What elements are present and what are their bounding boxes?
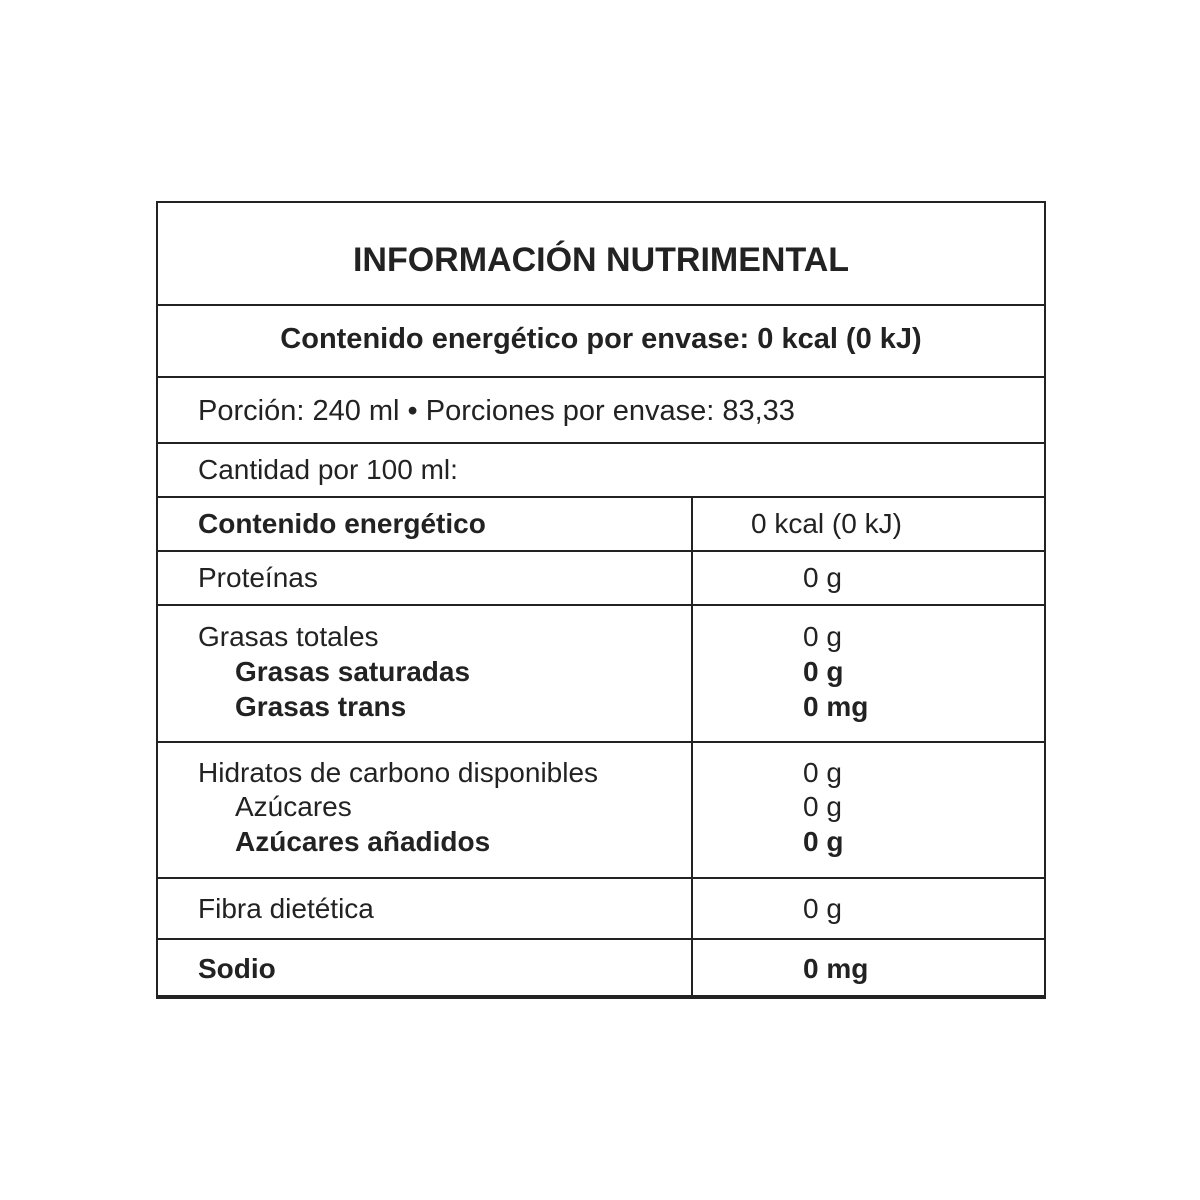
row-label: Azúcares añadidos — [235, 826, 491, 857]
row-label: Hidratos de carbono disponibles — [198, 757, 599, 788]
row-label: Grasas trans — [235, 691, 407, 722]
row-value: 0 kcal (0 kJ) — [751, 508, 902, 539]
table-row — [158, 879, 1044, 940]
row-value: 0 mg — [803, 691, 869, 722]
row-label: Azúcares — [235, 791, 352, 822]
row-value: 0 g — [803, 562, 842, 593]
row-value: 0 g — [803, 757, 842, 788]
title-row — [158, 203, 1044, 306]
portion-row — [158, 378, 1044, 444]
table-row — [158, 606, 1044, 743]
row-label: Fibra dietética — [198, 893, 374, 924]
row-value: 0 mg — [803, 953, 869, 984]
row-value: 0 g — [803, 893, 842, 924]
table-row — [158, 940, 1044, 997]
column-divider — [691, 497, 693, 997]
quantity-per: Cantidad por 100 ml: — [198, 454, 458, 485]
table-row — [158, 552, 1044, 606]
nutrition-table — [156, 201, 1046, 999]
row-value: 0 g — [803, 826, 844, 857]
table-row — [158, 743, 1044, 879]
row-value: 0 g — [803, 621, 842, 652]
row-value: 0 g — [803, 656, 844, 687]
portion-text: Porción: 240 ml • Porciones por envase: 83,33 — [198, 395, 795, 427]
row-label: Proteínas — [198, 562, 318, 593]
quantity-row — [158, 444, 1044, 498]
energy-package-row — [158, 306, 1044, 378]
row-value: 0 g — [803, 791, 842, 822]
energy-per-package: Contenido energético por envase: 0 kcal (0 kJ) — [280, 323, 922, 355]
row-label: Sodio — [198, 953, 276, 984]
table-row — [158, 498, 1044, 552]
row-label: Contenido energético — [198, 508, 486, 539]
row-label: Grasas saturadas — [235, 656, 471, 687]
table-title: INFORMACIÓN NUTRIMENTAL — [352, 241, 850, 279]
row-label: Grasas totales — [198, 621, 379, 652]
